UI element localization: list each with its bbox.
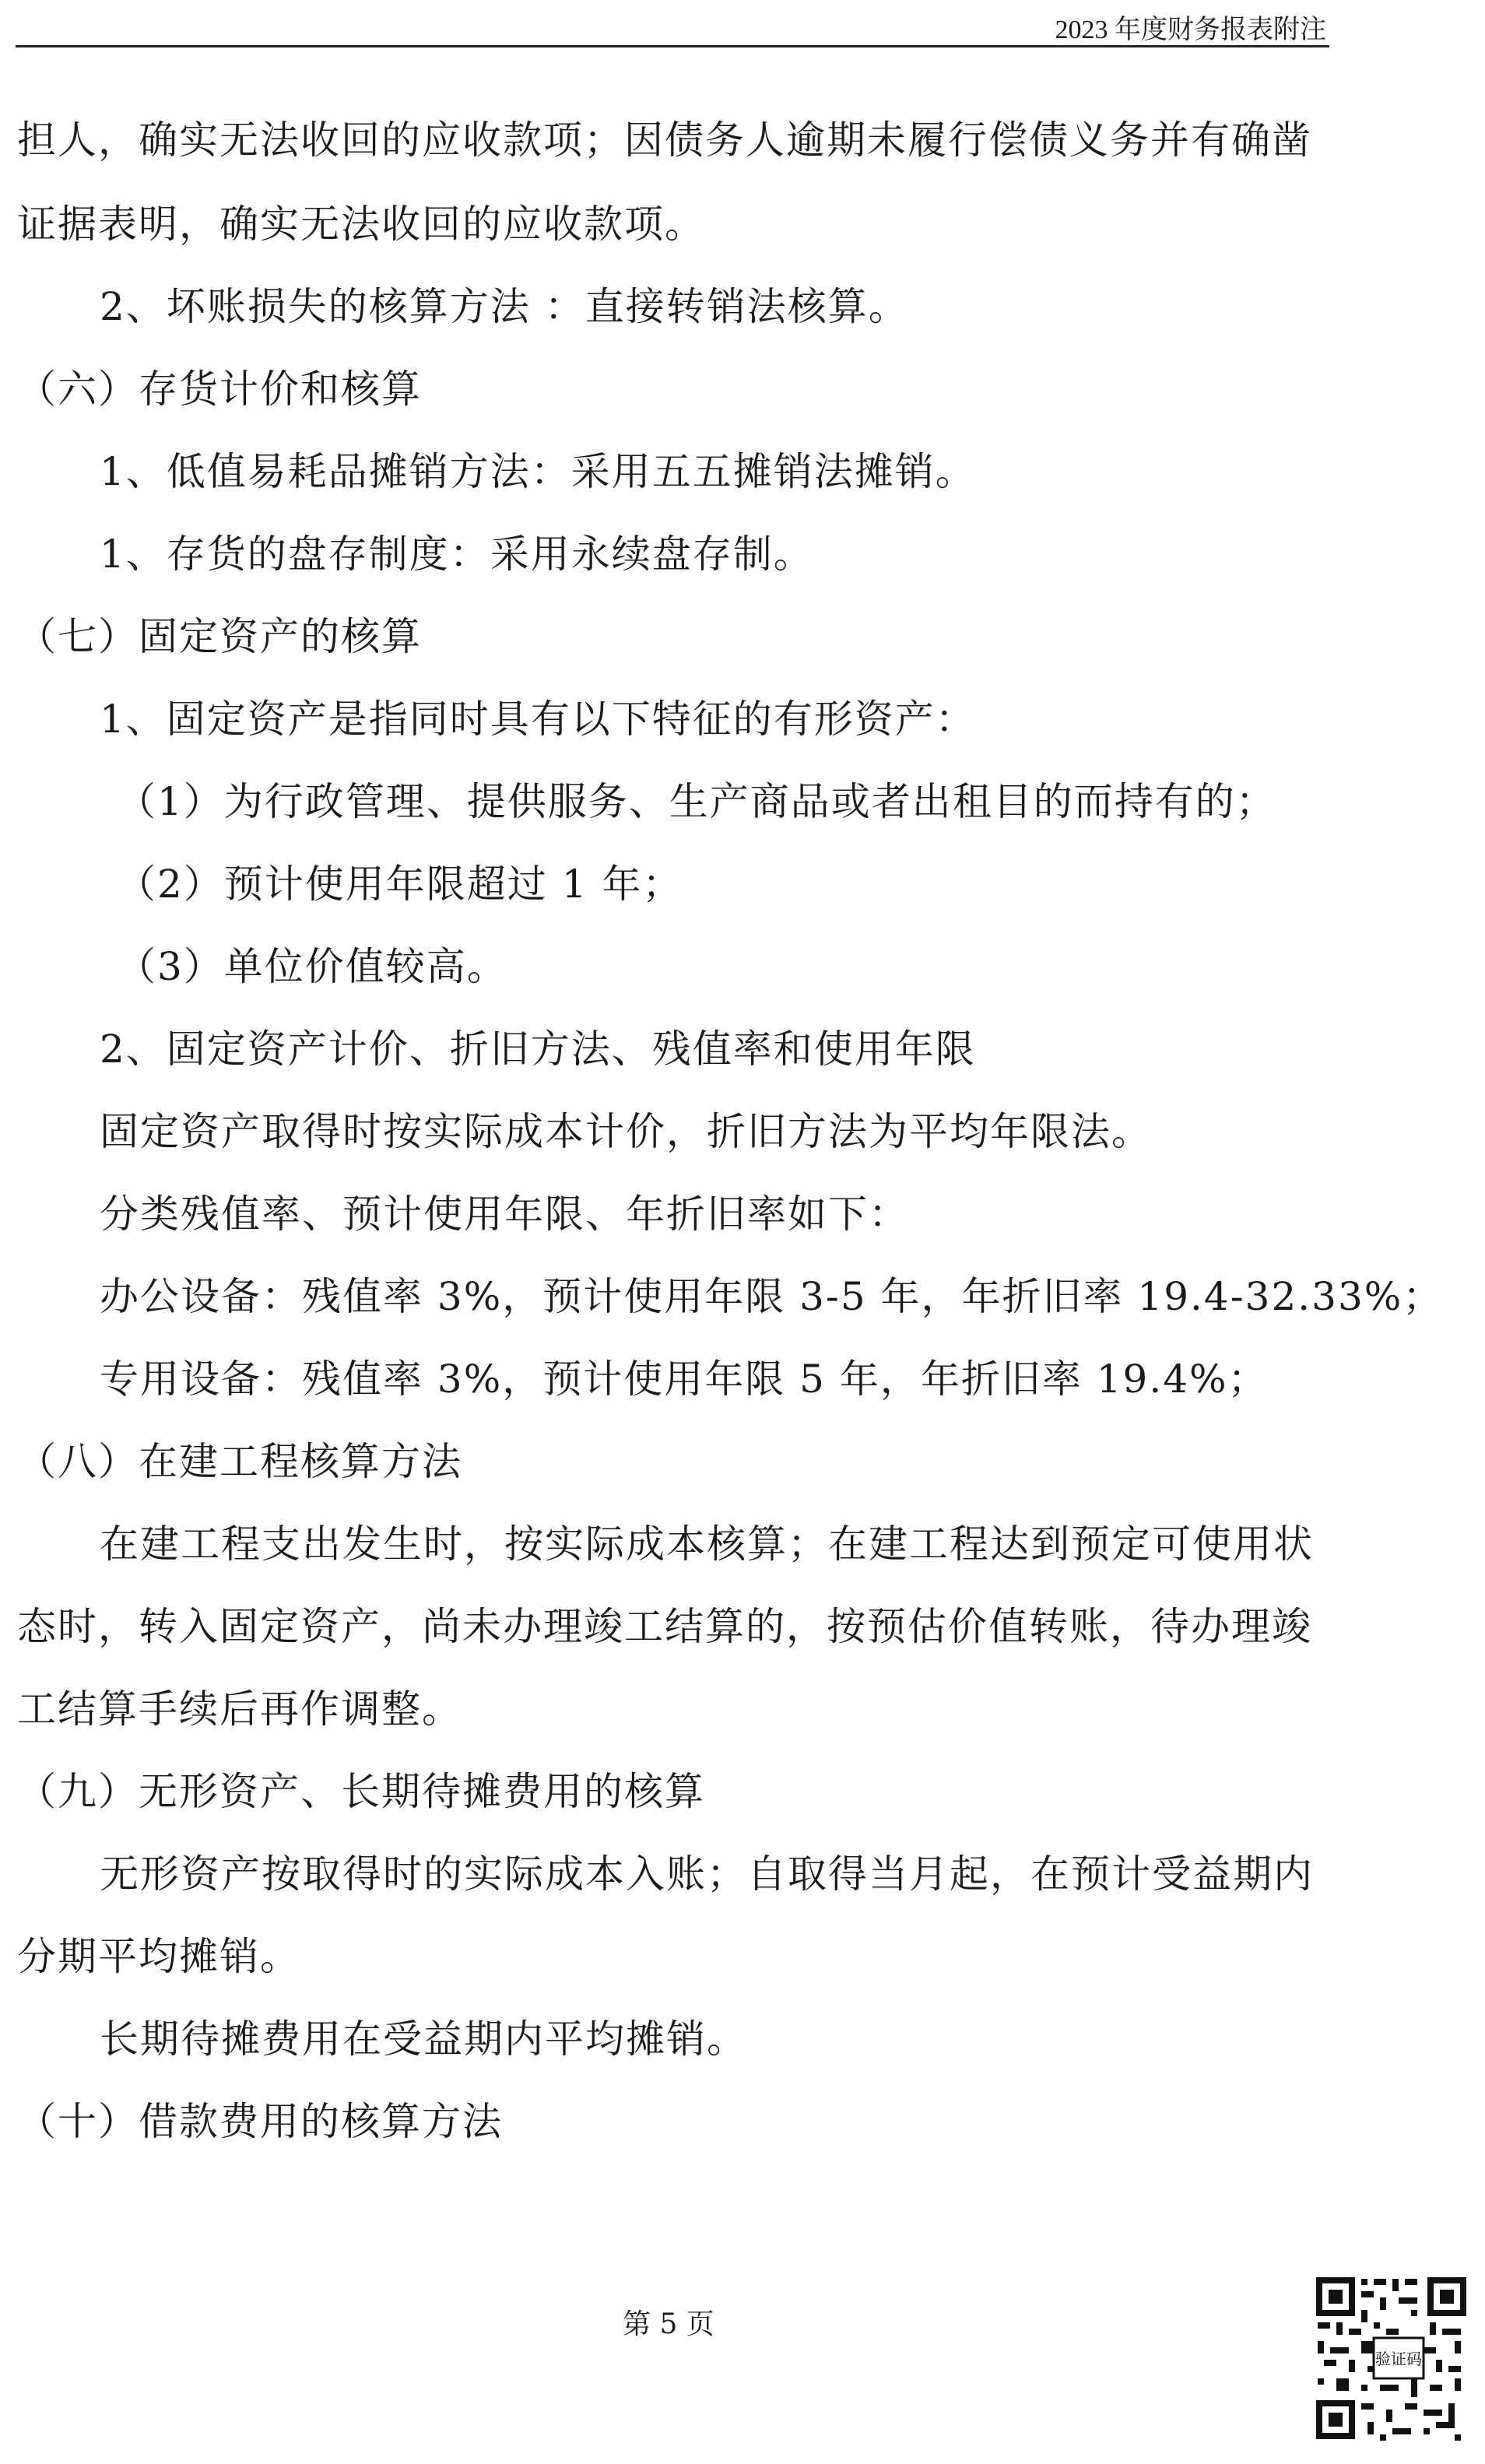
list-item: （1）为行政管理、提供服务、生产商品或者出租目的而持有的；: [117, 779, 1276, 824]
header-title: 2023 年度财务报表附注: [1055, 16, 1326, 44]
text-line: 1、存货的盘存制度：采用永续盘存制。: [100, 532, 814, 577]
text-line: 证据表明，确实无法收回的应收款项。: [17, 202, 705, 247]
text-line: 工结算手续后再作调整。: [17, 1687, 462, 1732]
page-header: [16, 0, 1329, 47]
text-line: 2、坏账损失的核算方法 ：直接转销法核算。: [100, 284, 909, 329]
section-heading-10: （十）借款费用的核算方法: [17, 2099, 503, 2144]
text-line: 无形资产按取得时的实际成本入账；自取得当月起，在预计受益期内: [100, 1852, 1314, 1897]
text-line: 在建工程支出发生时，按实际成本核算；在建工程达到预定可使用状: [100, 1522, 1314, 1567]
section-heading-8: （八）在建工程核算方法: [17, 1439, 462, 1484]
section-heading-7: （七）固定资产的核算: [17, 614, 422, 659]
text-line: 1、固定资产是指同时具有以下特征的有形资产：: [100, 697, 976, 742]
text-line: 固定资产取得时按实际成本计价，折旧方法为平均年限法。: [100, 1109, 1152, 1154]
page-number: 第 5 页: [623, 2308, 714, 2340]
text-line: 长期待摊费用在受益期内平均摊销。: [100, 2016, 747, 2062]
text-line: 1、低值易耗品摊销方法：采用五五摊销法摊销。: [100, 449, 976, 494]
text-line: 2、固定资产计价、折旧方法、残值率和使用年限: [100, 1027, 976, 1072]
qr-label: 验证码: [1375, 2350, 1422, 2368]
text-line: 分类残值率、预计使用年限、年折旧率如下：: [100, 1192, 909, 1237]
list-item: （2）预计使用年限超过 1 年；: [117, 862, 683, 907]
text-line: 分期平均摊销。: [17, 1934, 300, 1979]
qr-code-icon[interactable]: [1311, 2273, 1471, 2444]
section-heading-9: （九）无形资产、长期待摊费用的核算: [17, 1769, 705, 1814]
text-line: 专用设备：残值率 3%，预计使用年限 5 年，年折旧率 19.4%；: [100, 1357, 1269, 1402]
text-line: 态时，转入固定资产，尚未办理竣工结算的，按预估价值转账，待办理竣: [17, 1604, 1312, 1649]
text-line: 担人，确实无法收回的应收款项；因债务人逾期未履行偿债义务并有确凿: [17, 118, 1312, 163]
list-item: （3）单位价值较高。: [117, 944, 507, 989]
section-heading-6: （六）存货计价和核算: [17, 367, 422, 412]
text-line: 办公设备：残值率 3%，预计使用年限 3-5 年，年折旧率 19.4-32.33%；: [100, 1274, 1444, 1319]
